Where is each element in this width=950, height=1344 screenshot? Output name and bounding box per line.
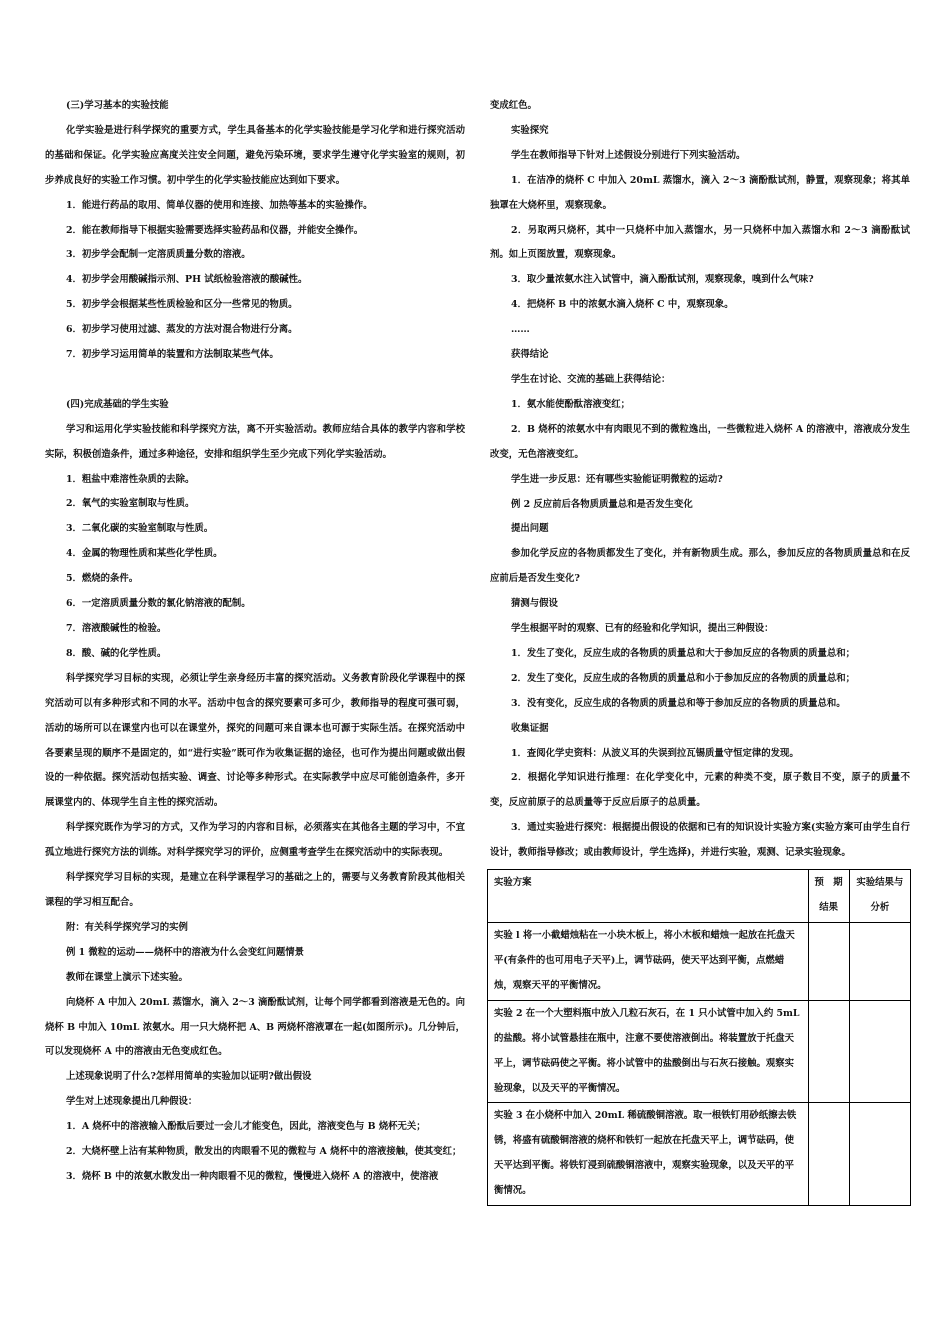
list-item: 3．没有变化，反应生成的各物质的质量总和等于参加反应的各物质的质量总和。 — [511, 697, 846, 709]
header-cell-result: 实验结果与分析 — [849, 870, 910, 923]
spacer — [45, 368, 465, 393]
paragraph: 教师在课堂上演示下述实验。 — [66, 971, 188, 983]
paragraph: 学生在教师指导下针对上述假设分别进行下列实验活动。 — [511, 149, 746, 161]
appendix-heading: 附：有关科学探究学习的实例 — [66, 921, 188, 933]
left-column — [45, 94, 465, 1190]
ellipsis: …… — [511, 324, 530, 336]
section-heading: 猜测与假设 — [511, 598, 558, 610]
table-row — [488, 1103, 911, 1206]
list-item: 3．烧杯 B 中的浓氨水散发出一种肉眼看不见的微粒，慢慢进入烧杯 A 的溶液中，使溶液 — [66, 1170, 439, 1182]
list-item: 4．把烧杯 B 中的浓氨水滴入烧杯 C 中，观察现象。 — [511, 299, 734, 311]
section4-title: (四)完成基础的学生实验 — [66, 398, 169, 410]
table-cell-result — [849, 1000, 910, 1103]
list-item: 2．根据化学知识进行推理：在化学变化中，元素的种类不变，原子数目不变，原子的质量不变，反应前原子的总质量等于反应后原子的总质量。 — [490, 772, 910, 809]
experiment-table — [487, 869, 911, 1206]
list-item: 1．查阅化学史资料：从波义耳的失误到拉瓦锡质量守恒定律的发现。 — [511, 747, 799, 759]
paragraph-continuation: 变成红色。 — [490, 100, 537, 111]
table-cell-expected — [808, 1000, 849, 1103]
list-item: 6．初步学习使用过滤、蒸发的方法对混合物进行分离。 — [66, 324, 298, 336]
list-item: 1．A 烧杯中的溶液输入酚酞后要过一会儿才能变色，因此，溶液变色与 B 烧杯无关； — [66, 1121, 426, 1133]
example2-title: 例 2 反应前后各物质质量总和是否发生变化 — [511, 498, 693, 510]
list-item: 2．大烧杯壁上沾有某种物质，散发出的肉眼看不见的微粒与 A 烧杯中的溶液接触，使其变红； — [66, 1146, 462, 1158]
list-item: 8．酸、碱的化学性质。 — [66, 647, 167, 659]
list-item: 5．初步学会根据某些性质检验和区分一些常见的物质。 — [66, 299, 298, 311]
list-item: 3．初步学会配制一定溶质质量分数的溶液。 — [66, 249, 251, 261]
list-item: 4．初步学会用酸碱指示剂、PH 试纸检验溶液的酸碱性。 — [66, 274, 308, 286]
paragraph: 科学探究既作为学习的方式，又作为学习的内容和目标，必须落实在其他各主题的学习中，不宜孤立地进行探究方法的训练。对科学探究学习的评价，应侧重考查学生在探究活动中的实际表现。 — [45, 822, 465, 859]
list-item: 2．发生了变化，反应生成的各物质的质量总和小于参加反应的各物质的质量总和； — [511, 672, 856, 684]
list-item: 2．另取两只烧杯，其中一只烧杯中加入蒸馏水，另一只烧杯中加入蒸馏水和 2～3 滴酚酞试剂。如上页图放置，观察现象。 — [490, 224, 910, 261]
list-item: 3．取少量浓氨水注入试管中，滴入酚酞试剂，观察现象，嗅到什么气味? — [511, 274, 814, 286]
list-item: 2．氧气的实验室制取与性质。 — [66, 498, 195, 510]
table-cell-expected — [808, 1103, 849, 1206]
list-item: 1．发生了变化，反应生成的各物质的质量总和大于参加反应的各物质的质量总和； — [511, 647, 856, 659]
list-item: 3．通过实验进行探究：根据提出假设的依据和已有的知识设计实验方案(实验方案可由学生自行设计，教师指导修改；或由教师设计，学生选择)，并进行实验，观测、记录实验现象。 — [490, 822, 910, 859]
section3-title: (三)学习基本的实验技能 — [66, 100, 169, 111]
list-item: 2．能在教师指导下根据实验需要选择实验药品和仪器，并能安全操作。 — [66, 224, 364, 236]
section-heading: 提出问题 — [511, 523, 549, 535]
table-cell-result — [849, 1103, 910, 1206]
example1-title: 例 1 微粒的运动——烧杯中的溶液为什么会变红问题情景 — [66, 946, 305, 958]
list-item: 5．燃烧的条件。 — [66, 573, 139, 585]
paragraph: 学生对上述现象提出几种假设： — [66, 1096, 198, 1108]
right-column — [490, 94, 910, 1206]
section-heading: 收集证据 — [511, 722, 549, 734]
list-item: 7．溶液酸碱性的检验。 — [66, 623, 167, 635]
section-heading: 获得结论 — [511, 349, 549, 361]
list-item: 6．一定溶质质量分数的氯化钠溶液的配制。 — [66, 598, 251, 610]
section4-intro: 学习和运用化学实验技能和科学探究方法，离不开实验活动。教师应结合具体的教学内容和学校实际，积极创造条件，通过多种途径，安排和组织学生至少完成下列化学实验活动。 — [45, 423, 465, 460]
table-row — [488, 1000, 911, 1103]
table-cell-expected — [808, 923, 849, 1001]
table-row — [488, 923, 911, 1001]
list-item: 3．二氧化碳的实验室制取与性质。 — [66, 523, 214, 535]
table-header-row — [488, 870, 911, 923]
list-item: 1．能进行药品的取用、简单仪器的使用和连接、加热等基本的实验操作。 — [66, 199, 373, 211]
paragraph: 学生根据平时的观察、已有的经验和化学知识，提出三种假设： — [511, 623, 774, 635]
paragraph: 参加化学反应的各物质都发生了变化，并有新物质生成。那么，参加反应的各物质质量总和在反应前后是否发生变化? — [490, 548, 910, 585]
list-item: 2．B 烧杯的浓氨水中有肉眼见不到的微粒逸出，一些微粒进入烧杯 A 的溶液中，溶液成分发生改变，无色溶液变红。 — [490, 423, 910, 460]
section3-intro: 化学实验是进行科学探究的重要方式，学生具备基本的化学实验技能是学习化学和进行探究活动的基础和保证。化学实验应高度关注安全问题，避免污染环境，要求学生遵守化学实验室的规则，初步养成良好的实验工作习惯。初中学生的化学实验技能应达到如下要求。 — [45, 124, 465, 186]
paragraph: 科学探究学习目标的实现，是建立在科学课程学习的基础之上的，需要与义务教育阶段其他相关课程的学习相互配合。 — [45, 872, 465, 908]
header-cell-expected: 预 期结果 — [808, 870, 849, 923]
table-cell-plan: 实验 3 在小烧杯中加入 20mL 稀硫酸铜溶液。取一根铁钉用砂纸擦去铁锈，将盛有硫酸铜溶液的烧杯和铁钉一起放在托盘天平上，调节砝码，使天平达到平衡。将铁钉浸到硫酸铜溶液中，观察实验现象，以及天平的平衡情况。 — [488, 1103, 809, 1206]
paragraph: 向烧杯 A 中加入 20mL 蒸馏水，滴入 2～3 滴酚酞试剂，让每个同学都看到溶液是无色的。向烧杯 B 中加入 10mL 浓氨水。用一只大烧杯把 A、B 两烧杯溶液罩在一起(如图所示)。几分钟后，可以发现烧杯 A 中的溶液由无色变成红色。 — [45, 996, 465, 1058]
section-heading: 实验探究 — [511, 124, 549, 136]
table-cell-plan: 实验 2 在一个大塑料瓶中放入几粒石灰石，在 1 只小试管中加入约 5mL 的盐酸。将小试管悬挂在瓶中，注意不要使溶液倒出。将装置放于托盘天平上，调节砝码使之平衡。将小试管中的盐酸倒出与石灰石接触。观察实验现象，以及天平的平衡情况。 — [488, 1000, 809, 1103]
paragraph: 学生在讨论、交流的基础上获得结论： — [511, 373, 671, 385]
paragraph: 上述现象说明了什么?怎样用简单的实验加以证明?做出假设 — [66, 1071, 312, 1083]
paragraph: 学生进一步反思：还有哪些实验能证明微粒的运动? — [511, 473, 723, 485]
list-item: 1．在洁净的烧杯 C 中加入 20mL 蒸馏水，滴入 2～3 滴酚酞试剂，静置，观察现象；将其单独罩在大烧杯里，观察现象。 — [490, 174, 910, 211]
list-item: 7．初步学习运用简单的装置和方法制取某些气体。 — [66, 349, 279, 361]
table-cell-result — [849, 923, 910, 1001]
table-cell-plan: 实验 l 将一小截蜡烛粘在一小块木板上，将小木板和蜡烛一起放在托盘天平(有条件的也可用电子天平)上，调节砝码，使天平达到平衡，点燃蜡烛，观察天平的平衡情况。 — [488, 923, 809, 1001]
list-item: 4．金属的物理性质和某些化学性质。 — [66, 548, 223, 560]
list-item: 1．粗盐中难溶性杂质的去除。 — [66, 473, 195, 485]
list-item: 1．氨水能使酚酞溶液变红； — [511, 398, 631, 410]
paragraph: 科学探究学习目标的实现，必须让学生亲身经历丰富的探究活动。义务教育阶段化学课程中的探究活动可以有多种形式和不同的水平。活动中包含的探究要素可多可少，教师指导的程度可强可弱，活动的场所可以在课堂内也可以在课堂外，探究的问题可来自课本也可源于实际生活。在探究活动中各要素呈现的顺序不是固定的，如“进行实验”既可作为收集证据的途径，也可作为提出问题或做出假设的一种依据。探究活动包括实验、调查、讨论等多种形式。在实际教学中应尽可能创造条件，多开展课堂内的、体现学生自主性的探究活动。 — [45, 672, 465, 809]
header-cell-plan: 实验方案 — [488, 870, 809, 923]
